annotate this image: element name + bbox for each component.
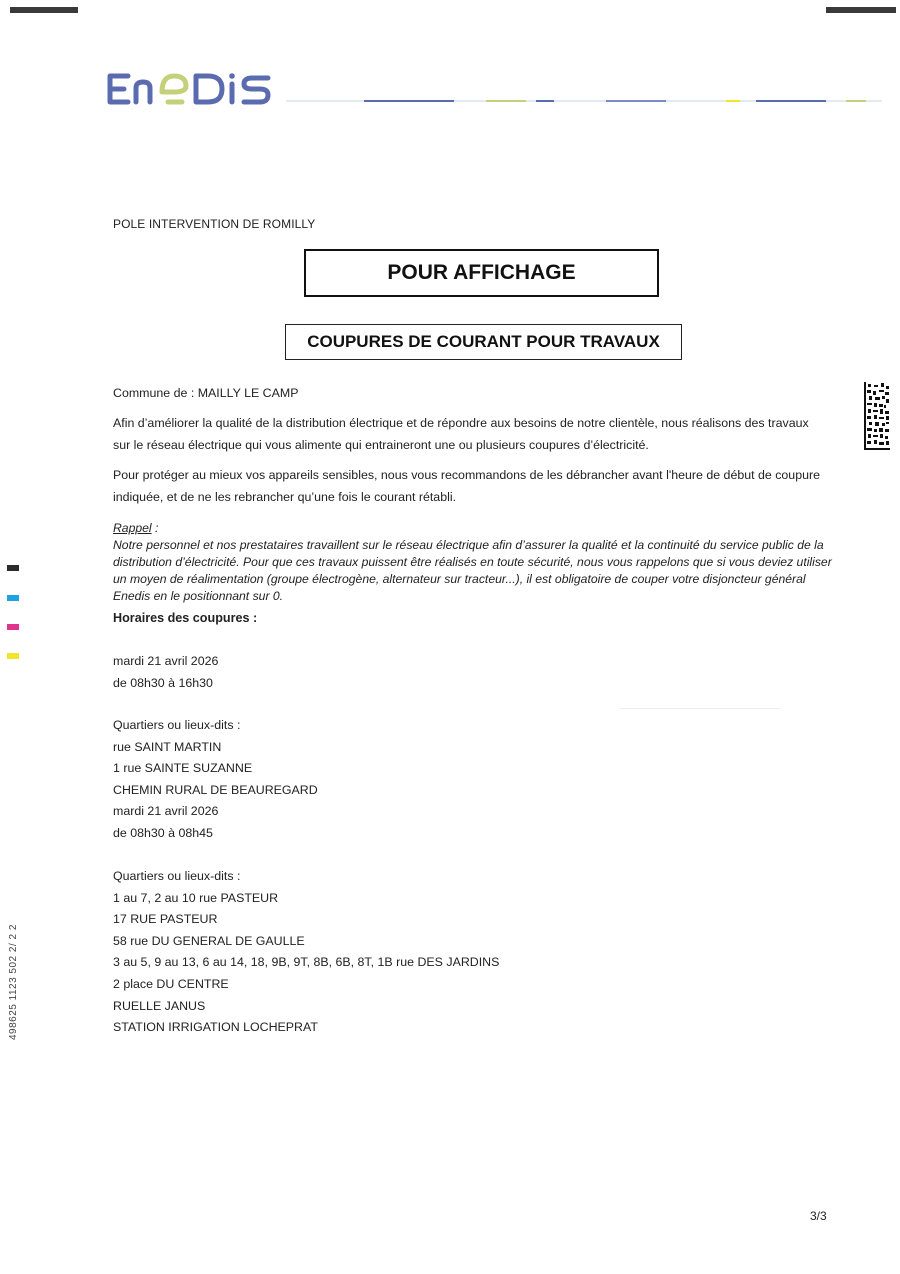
schedule-date: mardi 21 avril 2026 [113, 654, 219, 668]
rappel-label-suffix: : [151, 521, 159, 535]
paragraph-1: Afin d’améliorer la qualité de la distribution électrique et de répondre aux besoins de notre clientèle, nous réalisons des travaux sur le réseau électrique qui vous alimente qui entraineront une ou plusieurs coupures d’électricité. [113, 416, 809, 452]
rappel-block [113, 520, 833, 605]
swatch-magenta [7, 624, 19, 630]
rappel-label: Rappel [113, 521, 152, 535]
location-item: 58 rue DU GENERAL DE GAULLE [113, 933, 305, 948]
locations-label: Quartiers ou lieux-dits : [113, 869, 241, 883]
horaires-heading: Horaires des coupures : [113, 611, 258, 625]
scan-artifact-line [620, 708, 780, 709]
schedule-1 [113, 651, 218, 694]
location-item: 3 au 5, 9 au 13, 6 au 14, 18, 9B, 9T, 8B, 6B, 8T, 1B rue DES JARDINS [113, 955, 500, 970]
registration-bar-right [826, 7, 896, 13]
location-item: 2 place DU CENTRE [113, 976, 229, 991]
location-item: 1 rue SAINTE SUZANNE [113, 761, 253, 776]
locations-block-2 [113, 866, 499, 1039]
schedule-time: de 08h30 à 08h45 [113, 825, 213, 840]
pole-name: POLE INTERVENTION DE ROMILLY [113, 217, 316, 231]
paragraph-2: Pour protéger au mieux vos appareils sensibles, nous vous recommandons de les débrancher avant l'heure de début de coupure indiquée, et de ne les rebrancher qu’une fois le courant rétabli. [113, 468, 820, 504]
location-item: CHEMIN RURAL DE BEAUREGARD [113, 782, 318, 797]
sub-title-box [285, 324, 682, 360]
rappel-text: Notre personnel et nos prestataires travaillent sur le réseau électrique afin d’assurer la qualité et la continuité du service public de la distribution d’électricité. Pour que ces travaux puissent être réalisés en toute sécurité, nous vous rappelons que si vous deviez utiliser un moyen de réalimentation (groupe électrogène, alternateur sur tracteur...), il est obligatoire de couper votre disjoncteur général Enedis en le positionnant sur 0. [113, 538, 832, 603]
locations-label: Quartiers ou lieux-dits : [113, 718, 241, 732]
page-number: 3/3 [810, 1209, 827, 1223]
commune: Commune de : MAILLY LE CAMP [113, 386, 299, 400]
location-item: RUELLE JANUS [113, 998, 206, 1013]
location-item: rue SAINT MARTIN [113, 739, 222, 754]
datamatrix-code [864, 382, 890, 450]
swatch-cyan [7, 595, 19, 601]
main-title: POUR AFFICHAGE [387, 261, 576, 284]
main-title-box [304, 249, 659, 297]
schedule-time: de 08h30 à 16h30 [113, 675, 213, 690]
enedis-logo [106, 62, 276, 110]
sub-title: COUPURES DE COURANT POUR TRAVAUX [307, 332, 660, 351]
location-item: STATION IRRIGATION LOCHEPRAT [113, 1020, 318, 1035]
swatch-black [7, 565, 19, 571]
registration-bar-left [10, 7, 78, 13]
location-item: 1 au 7, 2 au 10 rue PASTEUR [113, 890, 279, 905]
schedule-date: mardi 21 avril 2026 [113, 804, 219, 819]
swatch-yellow [7, 653, 19, 659]
location-item: 17 RUE PASTEUR [113, 912, 218, 927]
header-divider [286, 99, 882, 103]
locations-block-1 [113, 715, 318, 845]
side-print-code: 498625 1123 502 2/ 2 2 [8, 924, 19, 1040]
